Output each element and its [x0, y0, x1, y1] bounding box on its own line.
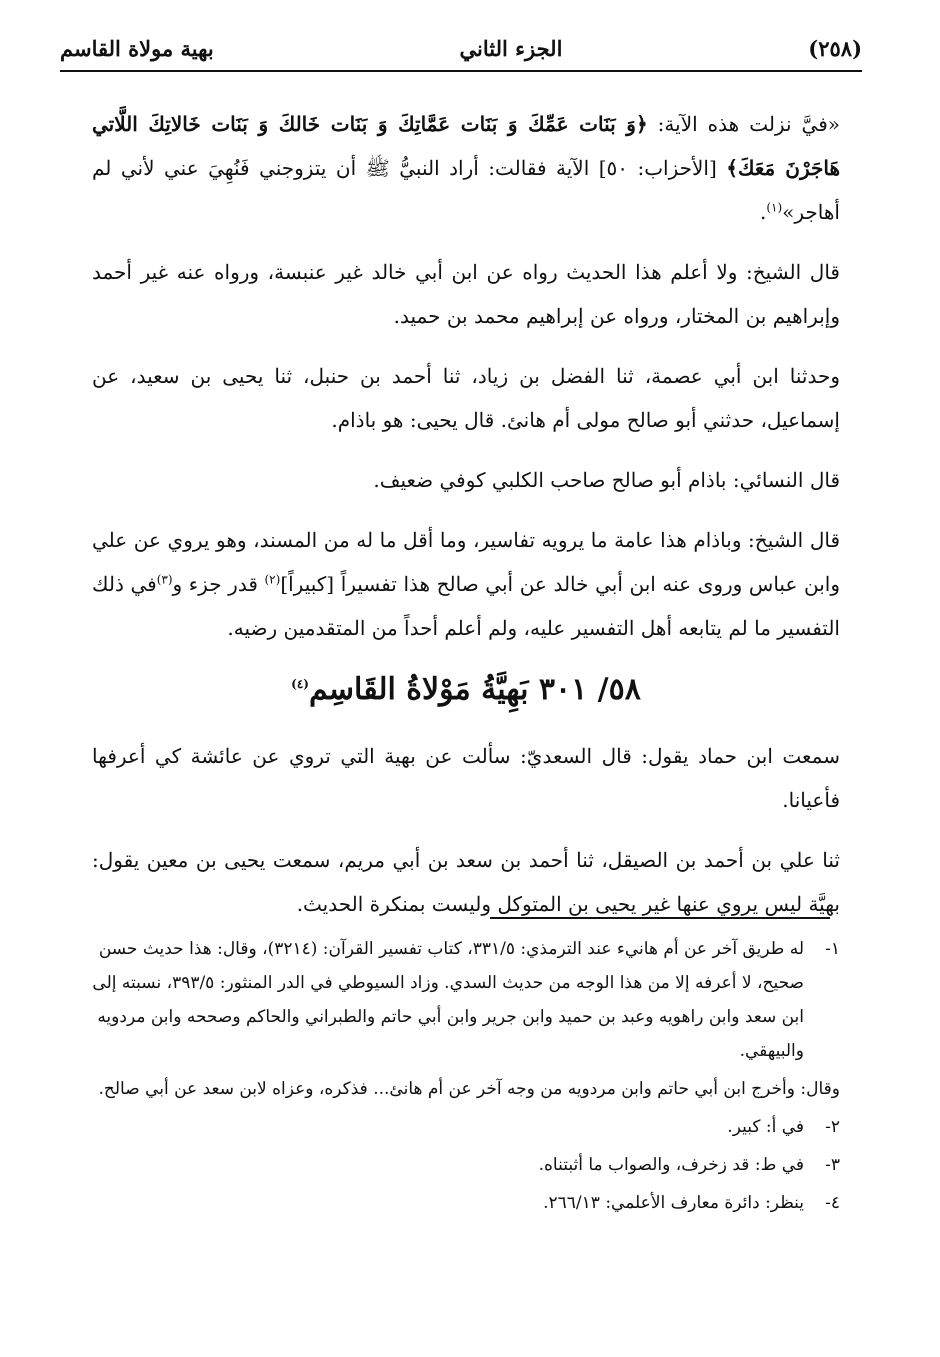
- paragraph-badham: [92, 518, 840, 650]
- paragraph-saadi: سمعت ابن حماد يقول: قال السعديّ: سألت عن بهية التي تروي عن عائشة كي أعرفها فأعيانا.: [92, 744, 840, 812]
- footnote-2-number: ٢-: [825, 1117, 840, 1137]
- paragraph-ibn-maeen: ثنا علي بن أحمد بن الصيقل، ثنا أحمد بن سعد بن أبي مريم، سمعت يحيى بن معين يقول: بهيَّة ليس يروي عنها غير يحيى بن المتوكل وليست بمنكرة الحديث.: [92, 848, 840, 916]
- hadith-rest: [الأحزاب: ٥٠] الآية فقالت: أراد النبيُّ ﷺ أن يتزوجني فَنُهِيَ عني لأني لم أهاجر»: [92, 156, 840, 224]
- footnotes: [92, 932, 840, 1224]
- footnote-3: [92, 1148, 840, 1182]
- footnote-separator: [490, 917, 830, 919]
- hadith-intro: «فيَّ نزلت هذه الآية:: [657, 112, 841, 136]
- badham-text-c: في ذلك التفسير ما لم يتابعه أهل التفسير عليه، ولم أعلم أحداً من المتقدمين رضيه.: [92, 572, 840, 640]
- paragraph-isnad: وحدثنا ابن أبي عصمة، ثنا الفضل بن زياد، ثنا أحمد بن حنبل، ثنا يحيى بن سعيد، عن إسماعيل، حدثني أبو صالح مولى أم هانئ. قال يحيى: هو باذام.: [92, 364, 840, 432]
- part-title: الجزء الثاني: [459, 35, 563, 61]
- footnote-1-text: له طريق آخر عن أم هانيء عند الترمذي: ٣٣١/٥، كتاب تفسير القرآن: (٣٢١٤)، وقال: هذا حديث حسن صحيح، لا أعرفه إلا من هذا الوجه من حديث السدي. وزاد السيوطي في الدر المنثور: ٣٩٣/٥، نسبته إلى ابن سعد وابن راهويه وعبد بن حميد وابن جرير وابن أبي حاتم والطبراني والحاكم وصححه وابن مردويه والبيهقي.: [92, 939, 804, 1061]
- paragraph-hadith: [92, 102, 840, 234]
- page-header: [60, 26, 862, 72]
- badham-text-b: قدر جزء و: [172, 572, 265, 596]
- footnote-ref-3[interactable]: (٣): [156, 572, 173, 587]
- footnote-ref-4[interactable]: (٤): [291, 677, 309, 691]
- section-heading-text: ٥٨/ ٣٠١ بَهِيَّةُ مَوْلاةُ القَاسِم: [308, 672, 641, 707]
- page-number: (٢٥٨): [808, 35, 862, 61]
- footnote-ref-2[interactable]: (٢): [264, 572, 281, 587]
- hadith-end: .: [759, 200, 767, 224]
- footnote-1-number: ١-: [825, 939, 840, 959]
- section-heading: [92, 666, 840, 714]
- paragraph-nasai: قال النسائي: باذام أبو صالح صاحب الكلبي كوفي ضعيف.: [373, 468, 840, 492]
- quran-verse: ﴿وَ بَنَات عَمِّكَ وَ بَنَات عَمَّاتِكَ وَ بَنَات خَالكَ وَ بَنَات خَالاتِكَ اللَّاتي هَاجَرْنَ مَعَكَ﴾: [92, 112, 841, 180]
- badham-text-a: قال الشيخ: وباذام هذا عامة ما يرويه تفاسير، وما أقل ما له من المسند، وهو يروي عن علي وابن عباس وروى عنه ابن أبي خالد عن أبي صالح هذا تفسيراً [كبيراً]: [92, 528, 841, 596]
- main-text: [92, 102, 840, 942]
- footnote-4: [92, 1186, 840, 1220]
- footnote-2-text: في أ: كبير.: [727, 1117, 804, 1137]
- footnote-2: [92, 1110, 840, 1144]
- footnote-4-text: ينظر: دائرة معارف الأعلمي: ٢٦٦/١٣.: [543, 1193, 804, 1213]
- footnote-3-number: ٣-: [825, 1155, 840, 1175]
- footnote-1: [92, 932, 840, 1068]
- footnote-1-continued: وقال: وأخرج ابن أبي حاتم وابن مردويه من وجه آخر عن أم هانئ... فذكره، وعزاه لابن سعد عن أبي صالح.: [98, 1079, 840, 1099]
- paragraph-shaykh-comment: قال الشيخ: ولا أعلم هذا الحديث رواه عن ابن أبي خالد غير عنبسة، ورواه عنه غير أحمد وإبراهيم بن المختار، ورواه عن إبراهيم محمد بن حميد.: [92, 260, 840, 328]
- running-entry-title: بهية مولاة القاسم: [60, 35, 214, 61]
- footnote-3-text: في ط: قد زخرف، والصواب ما أثبتناه.: [538, 1155, 804, 1175]
- footnote-4-number: ٤-: [825, 1193, 840, 1213]
- footnote-ref-1[interactable]: (١): [766, 200, 783, 215]
